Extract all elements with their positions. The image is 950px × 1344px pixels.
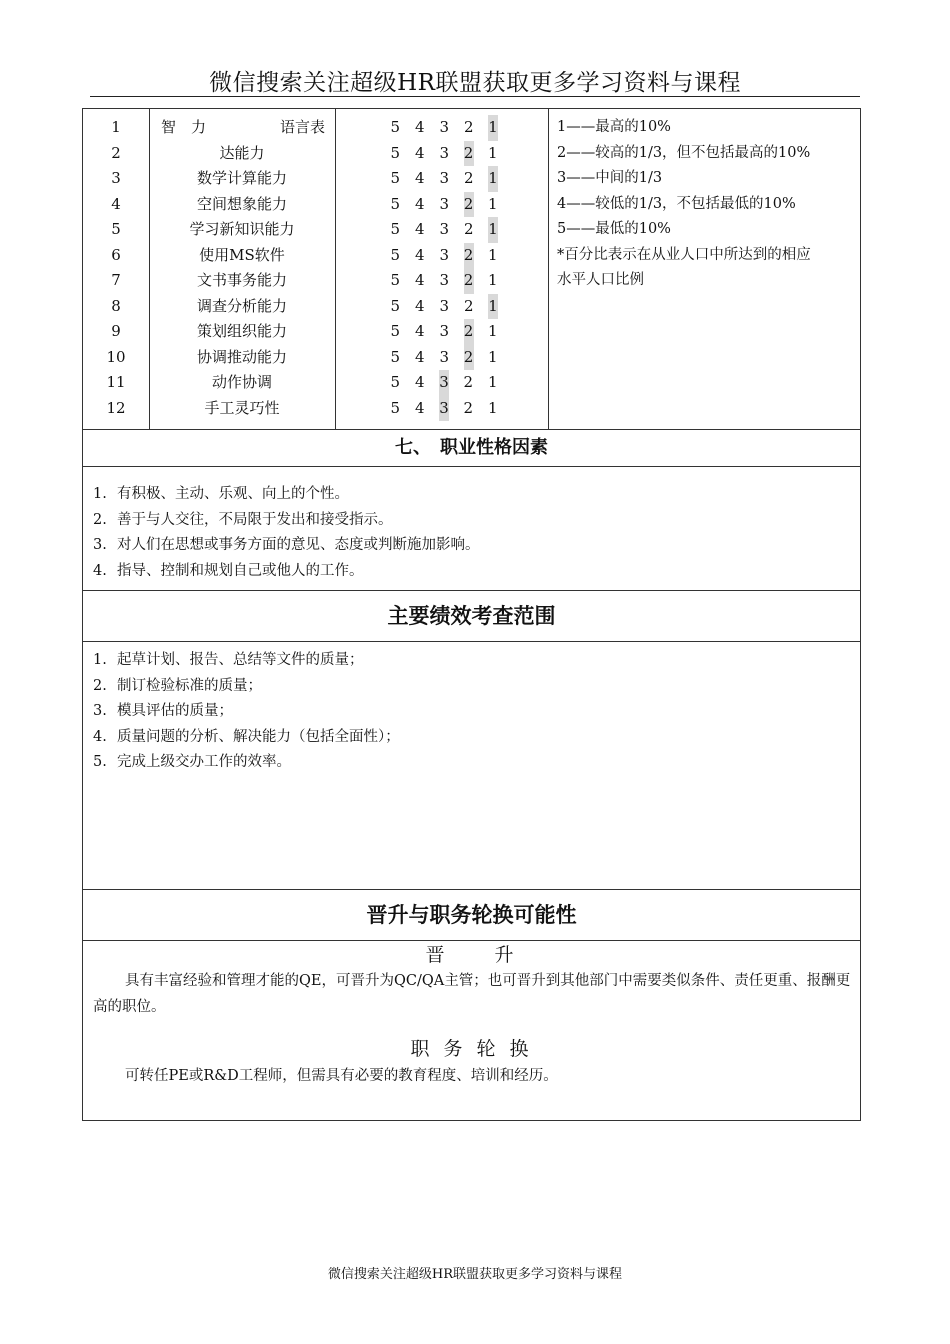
rating-value: 1 [487,322,498,340]
ability-name: 手工灵巧性 [204,398,280,417]
legend-line: 3——中间的1/3 [557,170,663,186]
rating-value: 5 [390,322,401,340]
rating-value: 1 [487,398,498,417]
rating-value-selected: 1 [488,115,498,141]
rating-value: 4 [414,118,425,136]
rating-value: 4 [414,143,425,162]
ability-rating-row [335,268,548,294]
ability-number: 7 [111,271,121,289]
rating-value-selected: 1 [488,217,498,243]
abilities-section [83,109,860,430]
ability-rating-row [335,396,548,422]
rating-value: 4 [414,296,425,315]
legend-line: 水平人口比例 [557,272,644,288]
rating-value: 5 [390,118,401,136]
list-item: 4. 指导、控制和规划自己或他人的工作。 [93,562,364,579]
ability-rating-row [335,319,548,345]
list-item: 4. 质量问题的分析、解决能力（包括全面性）； [93,728,400,745]
rating-value-selected: 3 [439,370,449,396]
rating-value-selected: 1 [488,294,498,320]
rating-value: 3 [439,271,450,289]
rating-value: 4 [414,220,425,238]
ability-rating-row [335,294,548,320]
rating-value: 3 [439,194,450,213]
section-title-traits: 七、 职业性格因素 [83,430,860,467]
rating-value-selected: 2 [464,319,474,345]
ability-rating-row [335,217,548,243]
ability-number: 11 [106,373,126,391]
rating-value: 3 [439,245,450,264]
rating-value: 3 [439,143,450,162]
legend-line: 4——较低的1/3，不包括最低的10% [557,195,796,212]
ability-number: 6 [111,245,121,264]
rating-value: 2 [463,220,474,238]
ability-number: 8 [111,296,121,315]
ability-name: 空间想象能力 [196,194,287,213]
ability-number: 4 [111,194,121,213]
ability-number: 3 [111,169,121,187]
ability-number-column [83,115,149,421]
rating-value: 1 [487,245,498,264]
ability-rating-row [335,115,548,141]
rating-value: 3 [439,118,450,136]
rating-legend [557,115,857,294]
ability-name-part: 智 力 [161,118,207,136]
list-item: 1. 有积极、主动、乐观、向上的个性。 [93,486,349,502]
rating-value: 4 [414,398,425,417]
rotation-text: 可转任PE或R&D工程师，但需具有必要的教育程度、培训和经历。 [125,1068,558,1084]
ability-name: 文书事务能力 [196,271,287,289]
promotion-subtitle: 晋 升 [425,944,518,966]
ability-name: 动作协调 [211,373,272,391]
rating-value: 5 [390,194,401,213]
section-title-performance: 主要绩效考查范围 [83,591,860,642]
rating-value: 5 [390,143,401,162]
rating-value-selected: 1 [488,166,498,192]
rating-value: 5 [390,245,401,264]
promotion-text: 具有丰富经验和管理才能的QE，可晋升为QC/QA主管；也可晋升到其他部门中需要类似条件、责任更重、报酬更高的职位。 [93,973,851,1015]
section-title-promotion: 晋升与职务轮换可能性 [83,890,860,941]
ability-name-column [149,115,335,421]
ability-number: 5 [111,220,121,238]
rating-value: 4 [414,194,425,213]
legend-line: 2——较高的1/3，但不包括最高的10% [557,144,811,161]
legend-line: *百分比表示在从业人口中所达到的相应 [557,246,811,263]
list-item: 1. 起草计划、报告、总结等文件的质量； [93,652,364,668]
ability-rating-column [335,115,548,421]
ability-name: 达能力 [219,143,265,162]
rating-value: 5 [390,373,401,391]
rating-value: 3 [439,169,450,187]
rating-value: 5 [390,296,401,315]
ability-name-part: 语言表 [279,118,325,136]
page-footer: 微信搜索关注超级HR联盟获取更多学习资料与课程 [327,1267,623,1282]
rating-value: 2 [463,296,474,315]
rating-value: 1 [487,143,498,162]
ability-rating-row [335,370,548,396]
rating-value: 4 [414,245,425,264]
rating-value: 2 [463,373,474,391]
ability-name: 使用MS软件 [199,245,285,264]
rating-value: 3 [439,322,450,340]
rating-value-selected: 3 [439,396,449,422]
rating-value: 3 [439,220,450,238]
ability-rating-row [335,345,548,371]
rating-value: 4 [414,169,425,187]
rating-value: 2 [463,169,474,187]
rating-value: 5 [390,271,401,289]
legend-line: 5——最低的10% [557,221,671,237]
ability-rating-row [335,166,548,192]
rating-value: 4 [414,373,425,391]
list-item: 5. 完成上级交办工作的效率。 [93,754,291,770]
rotation-subtitle: 职 务 轮 换 [410,1038,533,1060]
rating-value: 4 [414,347,425,366]
rating-value: 1 [487,194,498,213]
page-header-title: 微信搜索关注超级HR联盟获取更多学习资料与课程 [209,70,741,96]
rating-value-selected: 2 [464,345,474,371]
rating-value: 2 [463,398,474,417]
performance-list [83,642,860,890]
column-divider [548,109,549,429]
rating-value: 3 [439,347,450,366]
rating-value: 4 [414,322,425,340]
list-item: 3. 对人们在思想或事务方面的意见、态度或判断施加影响。 [93,537,480,553]
rating-value-selected: 2 [464,141,474,167]
ability-rating-row [335,243,548,269]
rating-value: 4 [414,271,425,289]
ability-name: 策划组织能力 [196,322,287,340]
rating-value: 5 [390,347,401,366]
rating-value: 5 [390,398,401,417]
list-item: 2. 善于与人交往，不局限于发出和接受指示。 [93,511,393,528]
ability-name: 数学计算能力 [196,169,287,187]
ability-rating-row [335,141,548,167]
ability-number: 9 [111,322,121,340]
ability-number: 1 [111,118,121,136]
rating-value: 1 [487,271,498,289]
traits-list [83,467,860,591]
list-item: 3. 模具评估的质量； [93,703,233,719]
ability-number: 2 [111,143,121,162]
job-description-table [82,108,861,1121]
rating-value: 2 [463,118,474,136]
ability-name: 调查分析能力 [196,296,287,315]
header-rule [90,96,860,97]
ability-name: 协调推动能力 [196,347,287,366]
rating-value-selected: 2 [464,268,474,294]
ability-number: 12 [106,398,126,417]
rating-value-selected: 2 [464,192,474,218]
rating-value: 5 [390,169,401,187]
rating-value-selected: 2 [464,243,474,269]
list-item: 2. 制订检验标准的质量； [93,677,262,694]
legend-line: 1——最高的10% [557,119,671,135]
ability-number: 10 [106,347,126,366]
ability-name: 学习新知识能力 [189,220,295,238]
rating-value: 5 [390,220,401,238]
promotion-section [83,941,860,1120]
rating-value: 3 [439,296,450,315]
rating-value: 1 [487,347,498,366]
ability-name [149,115,335,141]
rating-value: 1 [487,373,498,391]
ability-rating-row [335,192,548,218]
